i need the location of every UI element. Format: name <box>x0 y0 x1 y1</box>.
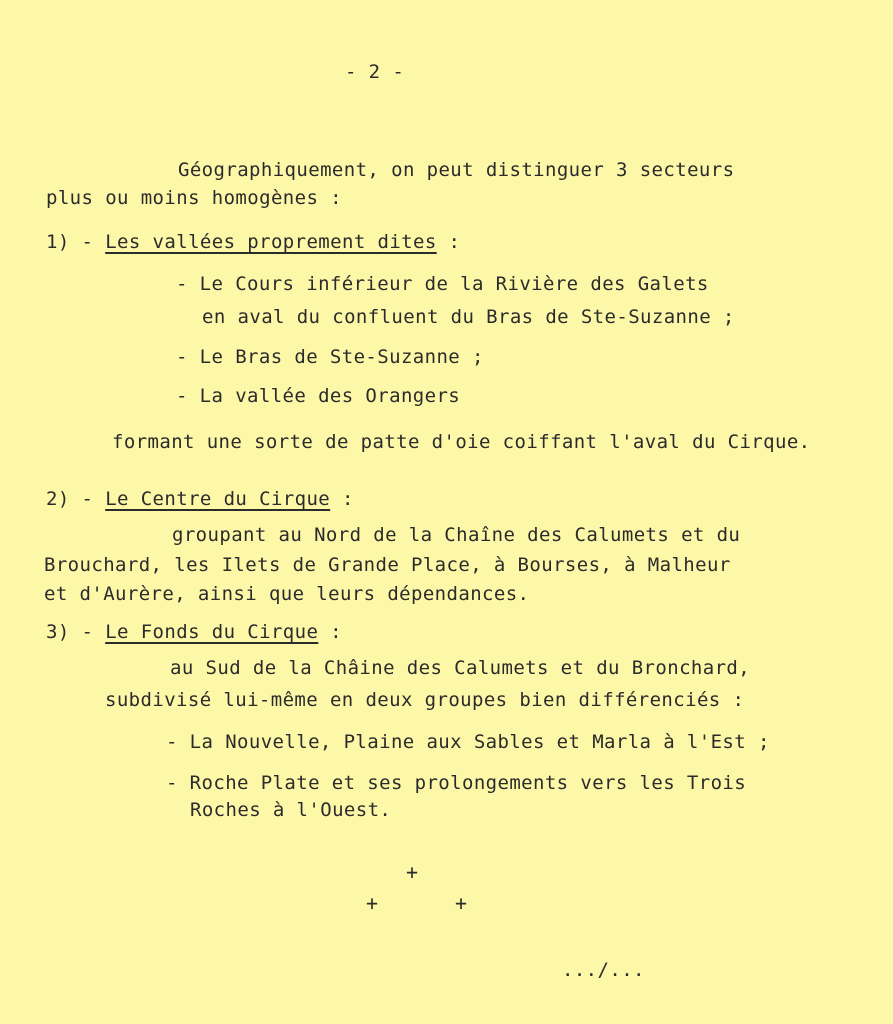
page-number: - 2 - <box>345 61 405 83</box>
section-1-item-2: - Le Bras de Ste-Suzanne ; <box>176 346 484 368</box>
section-1-heading <box>46 230 460 254</box>
section-2-line-2: Brouchard, les Ilets de Grande Place, à Bourses, à Malheur <box>44 554 731 576</box>
section-1-title: Les vallées proprement dites <box>105 231 437 253</box>
section-3-item-2-line-2: Roches à l'Ouest. <box>190 799 392 821</box>
section-3-line-1: au Sud de la Châine des Calumets et du Bronchard, <box>170 657 751 679</box>
intro-line-2: plus ou moins homogènes : <box>46 187 342 209</box>
section-2-number: 2) - <box>46 488 106 510</box>
section-1-number: 1) - <box>46 231 106 253</box>
section-3-item-2-line-1: - Roche Plate et ses prolongements vers les Trois <box>166 772 747 794</box>
ornament-plus-left: + <box>366 891 379 915</box>
continuation-marker: .../... <box>562 959 645 981</box>
section-3-item-1: - La Nouvelle, Plaine aux Sables et Marla à l'Est ; <box>166 731 770 753</box>
section-3-title: Le Fonds du Cirque <box>105 621 319 643</box>
section-2-title: Le Centre du Cirque <box>105 488 331 510</box>
intro-line-1: Géographiquement, on peut distinguer 3 secteurs <box>178 159 735 181</box>
section-1-conclusion: formant une sorte de patte d'oie coiffant l'aval du Cirque. <box>112 431 811 453</box>
section-3-line-2: subdivisé lui-même en deux groupes bien différenciés : <box>105 689 745 711</box>
section-2-line-1: groupant au Nord de la Chaîne des Calumets et du <box>172 524 741 546</box>
section-2-heading <box>46 487 354 511</box>
ornament-plus-top: + <box>406 860 419 884</box>
section-3-colon: : <box>318 621 342 643</box>
section-1-colon: : <box>436 231 461 253</box>
section-1-item-3: - La vallée des Orangers <box>176 385 461 407</box>
section-2-colon: : <box>330 488 354 510</box>
section-3-number: 3) - <box>46 621 106 643</box>
section-2-line-3: et d'Aurère, ainsi que leurs dépendances. <box>44 583 530 605</box>
section-1-item-1-line-1: - Le Cours inférieur de la Rivière des Galets <box>176 273 709 295</box>
section-3-heading <box>46 620 342 644</box>
ornament-plus-right: + <box>455 891 468 915</box>
section-1-item-1-line-2: en aval du confluent du Bras de Ste-Suzanne ; <box>202 306 735 328</box>
